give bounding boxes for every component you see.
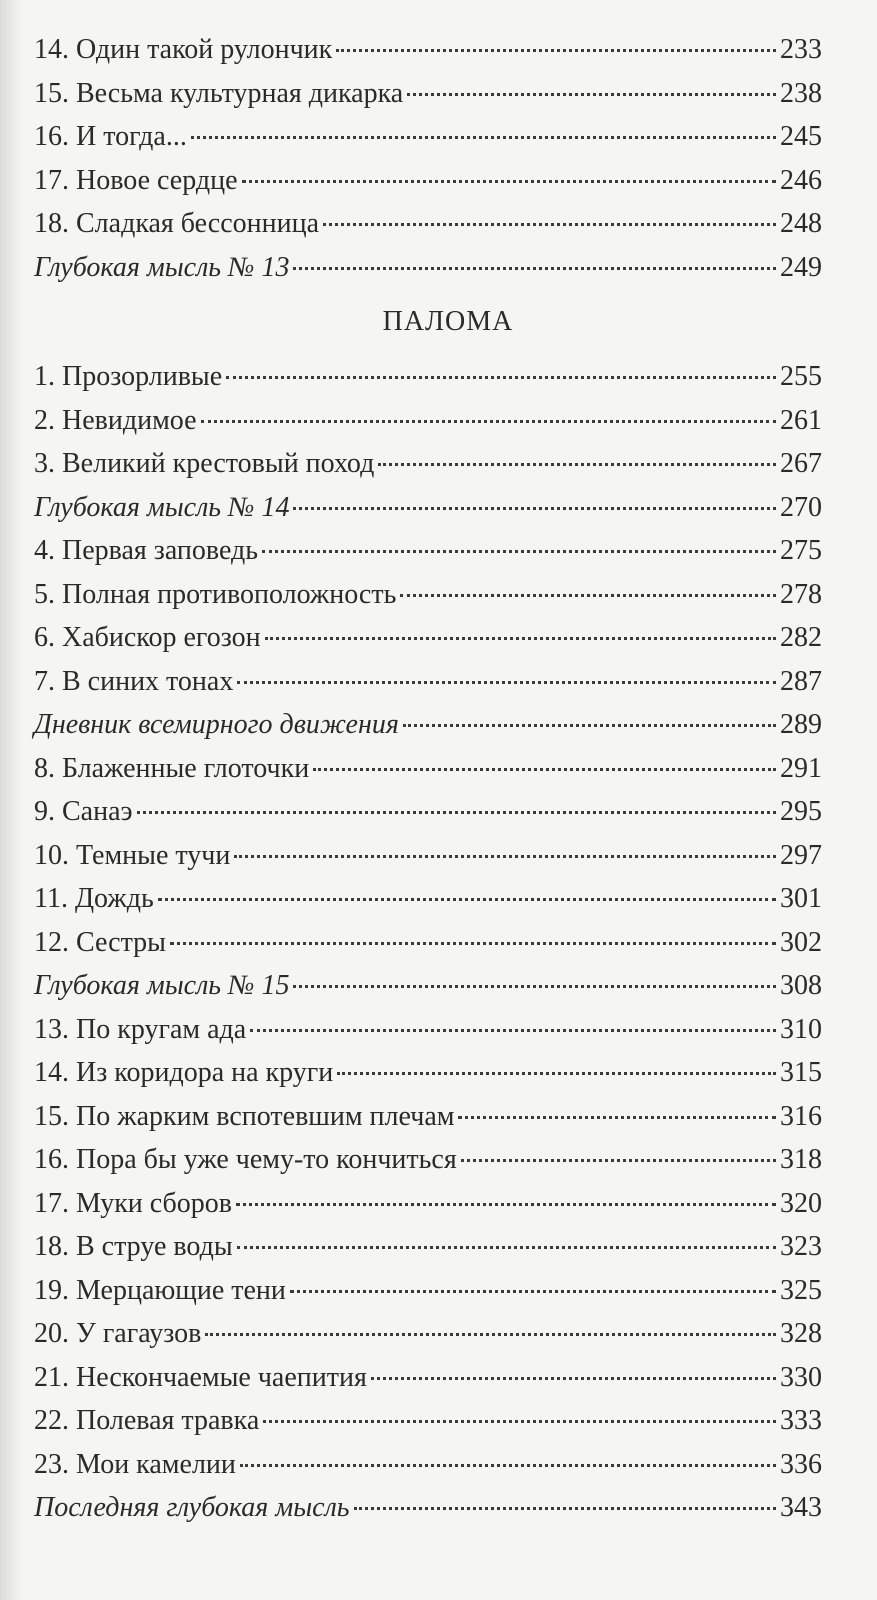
- toc-entry-page-number: 336: [780, 1448, 822, 1480]
- toc-entry-title: 15. Весьма культурная дикарка: [34, 77, 404, 109]
- toc-entry[interactable]: [34, 1356, 822, 1400]
- toc-entry-page-number: 333: [780, 1405, 822, 1436]
- toc-entry-page-number: 328: [780, 1318, 822, 1349]
- toc-entry-title: 10. Темные тучи: [34, 839, 231, 871]
- toc-entry[interactable]: [34, 72, 822, 116]
- toc-entry-page-number: 267: [780, 448, 822, 479]
- toc-entry-title: 19. Мерцающие тени: [34, 1274, 286, 1306]
- dot-leader: [458, 1115, 776, 1119]
- toc-entry[interactable]: [34, 834, 822, 878]
- dot-leader: [400, 593, 776, 597]
- toc-entry-title: Глубокая мысль № 15: [34, 970, 290, 1001]
- dot-leader: [137, 810, 776, 814]
- toc-entry-page-number: 297: [780, 839, 822, 871]
- toc-entry-page-number: 270: [780, 491, 822, 523]
- toc-entry-title: Последняя глубокая мысль: [34, 1492, 350, 1523]
- toc-entry-title: 2. Невидимое: [34, 404, 197, 436]
- toc-entry-title: Дневник всемирного движения: [34, 709, 399, 740]
- page-edge-shadow: [0, 0, 22, 1600]
- toc-entry-page-number: 315: [780, 1057, 822, 1088]
- toc-entry-title: 13. По кругам ада: [34, 1013, 247, 1045]
- toc-entry-page-number: 238: [780, 77, 822, 109]
- toc-entry-title: 14. Один такой рулончик: [34, 34, 333, 65]
- dot-leader: [265, 636, 776, 640]
- toc-entry-page-number: 255: [780, 361, 822, 392]
- toc-entry[interactable]: [34, 747, 822, 791]
- toc-entry-title: 8. Блаженные глоточки: [34, 752, 310, 784]
- toc-entry-title: 17. Новое сердце: [34, 164, 238, 196]
- toc-entry-page-number: 275: [780, 535, 822, 566]
- toc-entry[interactable]: [34, 1399, 822, 1443]
- toc-entry[interactable]: [34, 921, 822, 965]
- toc-entry[interactable]: [34, 1312, 822, 1356]
- toc-entry[interactable]: [34, 246, 822, 290]
- toc-entry-title: 22. Полевая травка: [34, 1405, 260, 1436]
- dot-leader: [237, 1245, 776, 1249]
- dot-leader: [234, 854, 776, 858]
- toc-entry-title: 14. Из коридора на круги: [34, 1057, 334, 1088]
- toc-entry-page-number: 248: [780, 208, 822, 239]
- toc-entry-page-number: 295: [780, 796, 822, 827]
- table-of-contents: [34, 28, 822, 1530]
- toc-entry[interactable]: [34, 1486, 822, 1530]
- dot-leader: [226, 375, 776, 379]
- toc-entry-title: 11. Дождь: [34, 883, 154, 914]
- toc-entry-page-number: 330: [780, 1361, 822, 1393]
- toc-entry[interactable]: [34, 355, 822, 399]
- toc-entry[interactable]: [34, 703, 822, 747]
- dot-leader: [262, 549, 776, 553]
- dot-leader: [378, 462, 776, 466]
- toc-entry-page-number: 282: [780, 622, 822, 653]
- toc-entry[interactable]: [34, 964, 822, 1008]
- dot-leader: [242, 179, 776, 183]
- toc-entry-page-number: 249: [780, 251, 822, 283]
- toc-entry-title: 4. Первая заповедь: [34, 535, 259, 566]
- toc-entry-title: 15. По жарким вспотевшим плечам: [34, 1100, 455, 1132]
- dot-leader: [336, 48, 776, 52]
- dot-leader: [461, 1158, 776, 1162]
- toc-entry-page-number: 287: [780, 665, 822, 697]
- toc-entry[interactable]: [34, 202, 822, 246]
- dot-leader: [293, 984, 776, 988]
- toc-entry-title: 16. Пора бы уже чему-то кончиться: [34, 1144, 457, 1175]
- dot-leader: [250, 1028, 776, 1032]
- dot-leader: [354, 1506, 776, 1510]
- toc-entry-page-number: 245: [780, 121, 822, 152]
- dot-leader: [403, 723, 776, 727]
- toc-entry[interactable]: [34, 877, 822, 921]
- toc-entry[interactable]: [34, 660, 822, 704]
- toc-entry-title: 18. Сладкая бессонница: [34, 208, 320, 239]
- section-heading: ПАЛОМА: [382, 306, 514, 337]
- toc-entry-page-number: 323: [780, 1231, 822, 1262]
- toc-entry-title: 21. Нескончаемые чаепития: [34, 1361, 367, 1393]
- toc-entry-page-number: 301: [780, 883, 822, 914]
- toc-entry-page-number: 318: [780, 1144, 822, 1175]
- dot-leader: [313, 767, 776, 771]
- toc-entry-title: 20. У гагаузов: [34, 1318, 202, 1349]
- dot-leader: [205, 1332, 776, 1336]
- toc-entry-title: 16. И тогда...: [34, 121, 187, 152]
- toc-entry-title: 1. Прозорливые: [34, 361, 223, 392]
- toc-entry-title: 23. Мои камелии: [34, 1448, 236, 1480]
- dot-leader: [371, 1376, 776, 1380]
- dot-leader: [240, 1463, 776, 1467]
- toc-entry[interactable]: [34, 1443, 822, 1487]
- toc-entry-page-number: 233: [780, 34, 822, 65]
- toc-entry-page-number: 325: [780, 1274, 822, 1306]
- toc-entry-page-number: 308: [780, 970, 822, 1001]
- dot-leader: [337, 1071, 776, 1075]
- dot-leader: [323, 222, 776, 226]
- dot-leader: [237, 680, 776, 684]
- toc-entry-page-number: 343: [780, 1492, 822, 1523]
- toc-entry-page-number: 302: [780, 926, 822, 958]
- toc-entry[interactable]: [34, 28, 822, 72]
- toc-entry-page-number: 278: [780, 578, 822, 610]
- toc-entry[interactable]: [34, 1008, 822, 1052]
- toc-entry-title: 7. В синих тонах: [34, 665, 234, 697]
- dot-leader: [263, 1419, 776, 1423]
- toc-entry[interactable]: [34, 1225, 822, 1269]
- toc-entry[interactable]: [34, 1182, 822, 1226]
- toc-entry[interactable]: [34, 115, 822, 159]
- toc-entry[interactable]: [34, 529, 822, 573]
- toc-entry[interactable]: [34, 1269, 822, 1313]
- toc-entry-page-number: 261: [780, 404, 822, 436]
- toc-entry[interactable]: [34, 573, 822, 617]
- dot-leader: [290, 1289, 776, 1293]
- dot-leader: [201, 419, 776, 423]
- toc-entry-page-number: 289: [780, 709, 822, 740]
- toc-entry[interactable]: [34, 442, 822, 486]
- dot-leader: [293, 266, 776, 270]
- dot-leader: [158, 897, 776, 901]
- toc-entry-title: 6. Хабискор егозон: [34, 622, 261, 653]
- dot-leader: [407, 92, 776, 96]
- toc-entry-title: Глубокая мысль № 13: [34, 251, 290, 283]
- toc-entry[interactable]: [34, 1138, 822, 1182]
- toc-entry-page-number: 320: [780, 1187, 822, 1219]
- toc-entry[interactable]: [34, 616, 822, 660]
- toc-entry-page-number: 291: [780, 752, 822, 784]
- dot-leader: [236, 1202, 776, 1206]
- toc-entry-title: 5. Полная противоположность: [34, 578, 397, 610]
- toc-entry[interactable]: [34, 399, 822, 443]
- toc-entry-title: Глубокая мысль № 14: [34, 491, 290, 523]
- dot-leader: [170, 941, 776, 945]
- toc-entry-page-number: 316: [780, 1100, 822, 1132]
- toc-entry[interactable]: [34, 1095, 822, 1139]
- toc-entry[interactable]: [34, 159, 822, 203]
- dot-leader: [191, 135, 776, 139]
- toc-entry[interactable]: [34, 790, 822, 834]
- toc-entry-page-number: 246: [780, 164, 822, 196]
- toc-entry-page-number: 310: [780, 1013, 822, 1045]
- toc-entry-title: 9. Санаэ: [34, 796, 133, 827]
- toc-entry-title: 17. Муки сборов: [34, 1187, 233, 1219]
- toc-entry-title: 3. Великий крестовый поход: [34, 448, 375, 479]
- toc-entry-title: 18. В струе воды: [34, 1231, 233, 1262]
- toc-entry-title: 12. Сестры: [34, 926, 166, 958]
- toc-entry[interactable]: [34, 1051, 822, 1095]
- toc-entry[interactable]: [34, 486, 822, 530]
- dot-leader: [293, 506, 776, 510]
